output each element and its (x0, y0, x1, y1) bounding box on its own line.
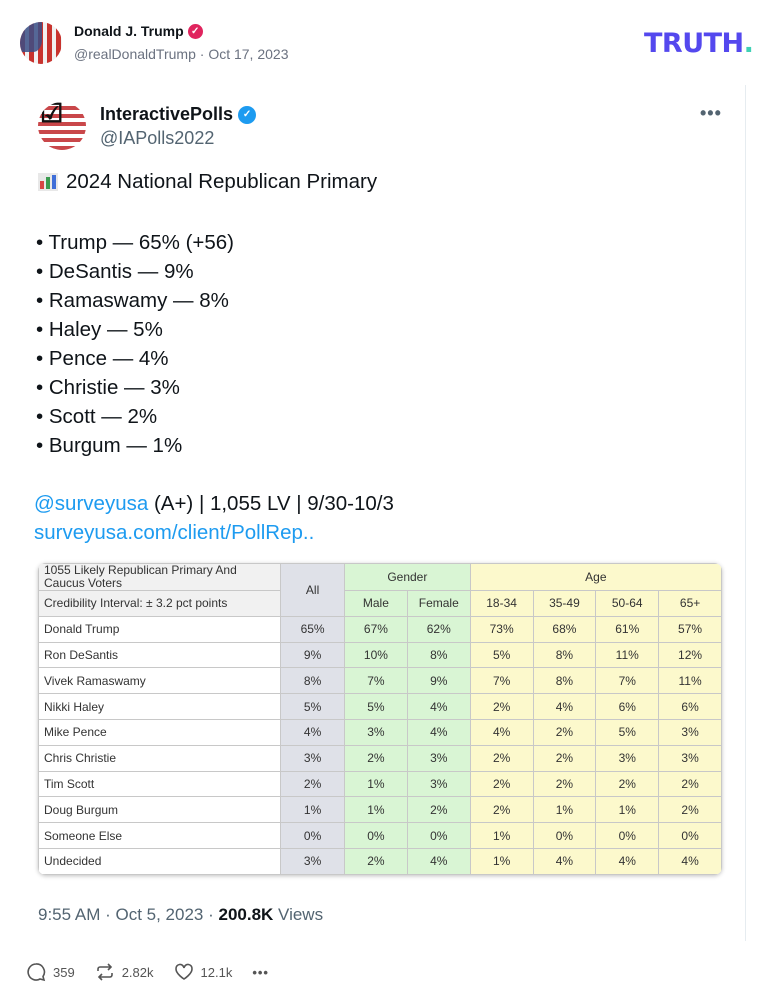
results-list (36, 228, 234, 460)
column-header-age: Age (470, 564, 721, 591)
table-cell: 2% (470, 771, 533, 797)
table-row (39, 848, 722, 874)
table-cell: 2% (659, 797, 722, 823)
table-cell: 3% (407, 771, 470, 797)
table-subtitle: Credibility Interval: ± 3.2 pct points (39, 591, 281, 617)
retruth-icon (95, 962, 115, 982)
table-cell: 57% (659, 616, 722, 642)
candidate-name: Vivek Ramaswamy (39, 668, 281, 694)
table-cell: 3% (345, 719, 408, 745)
table-cell: 5% (345, 694, 408, 720)
table-cell: 10% (345, 642, 408, 668)
author-name[interactable] (74, 23, 203, 39)
post-date[interactable]: Oct 17, 2023 (208, 46, 289, 62)
table-cell: 3% (659, 745, 722, 771)
table-cell: 11% (596, 642, 659, 668)
table-cell: 0% (659, 823, 722, 849)
list-item: • Pence — 4% (36, 347, 169, 370)
table-title: 1055 Likely Republican Primary And Caucus Voters (39, 564, 281, 591)
table-cell: 4% (533, 848, 596, 874)
timestamp-text: 9:55 AM · Oct 5, 2023 · (38, 905, 219, 924)
table-cell: 4% (596, 848, 659, 874)
embed-author-name (100, 104, 256, 125)
table-cell: 2% (533, 771, 596, 797)
table-row (39, 745, 722, 771)
table-row (39, 694, 722, 720)
table-cell: 3% (596, 745, 659, 771)
table-cell: 1% (345, 771, 408, 797)
table-cell: 5% (470, 642, 533, 668)
views-label: Views (273, 905, 324, 924)
more-actions-button[interactable] (252, 965, 269, 980)
source-details: (A+) | 1,055 LV | 9/30-10/3 (148, 492, 394, 515)
poll-source (34, 489, 394, 547)
table-cell: 2% (659, 771, 722, 797)
list-item: • Ramaswamy — 8% (36, 289, 229, 312)
more-icon: ••• (252, 964, 269, 980)
table-cell: 4% (470, 719, 533, 745)
table-cell: 2% (596, 771, 659, 797)
table-row (39, 719, 722, 745)
like-count: 12.1k (200, 964, 233, 980)
table-cell: 5% (281, 694, 345, 720)
reply-count: 359 (53, 964, 75, 980)
table-cell: 4% (407, 848, 470, 874)
embed-author-handle: @IAPolls2022 (100, 128, 215, 148)
table-cell: 2% (533, 745, 596, 771)
bar-chart-icon (38, 173, 58, 191)
table-cell: 2% (345, 745, 408, 771)
poll-table (38, 563, 722, 875)
table-cell: 68% (533, 616, 596, 642)
action-bar (26, 962, 283, 982)
retruth-count: 2.82k (121, 964, 154, 980)
column-header-all: All (281, 564, 345, 617)
table-cell: 7% (596, 668, 659, 694)
table-cell: 6% (596, 694, 659, 720)
list-item: • DeSantis — 9% (36, 260, 194, 283)
table-cell: 2% (470, 745, 533, 771)
table-cell: 8% (533, 642, 596, 668)
table-cell: 1% (281, 797, 345, 823)
table-cell: 6% (659, 694, 722, 720)
heart-icon (174, 962, 194, 982)
table-cell: 73% (470, 616, 533, 642)
table-cell: 8% (533, 668, 596, 694)
column-header: Female (407, 591, 470, 617)
table-cell: 61% (596, 616, 659, 642)
list-item: • Trump — 65% (+56) (36, 231, 235, 254)
table-row (39, 642, 722, 668)
table-cell: 2% (407, 797, 470, 823)
table-cell: 4% (407, 694, 470, 720)
source-url-link: surveyusa.com/client/PollRep.. (34, 521, 315, 544)
post-title-text: 2024 National Republican Primary (66, 170, 378, 193)
table-cell: 0% (533, 823, 596, 849)
list-item: • Haley — 5% (36, 318, 163, 341)
table-cell: 11% (659, 668, 722, 694)
table-cell: 2% (345, 848, 408, 874)
table-cell: 1% (470, 823, 533, 849)
table-row (39, 771, 722, 797)
embed-timestamp (38, 905, 323, 925)
column-header: Male (345, 591, 408, 617)
table-cell: 62% (407, 616, 470, 642)
author-handle[interactable]: @realDonaldTrump (74, 46, 196, 62)
checkmark-icon: ☑ (40, 102, 64, 128)
author-avatar[interactable] (20, 22, 62, 64)
candidate-name: Nikki Haley (39, 694, 281, 720)
list-item: • Christie — 3% (36, 376, 180, 399)
table-cell: 4% (659, 848, 722, 874)
table-cell: 4% (281, 719, 345, 745)
table-cell: 3% (281, 745, 345, 771)
table-cell: 8% (407, 642, 470, 668)
post-title (38, 170, 377, 194)
table-row (39, 823, 722, 849)
like-button[interactable] (174, 962, 233, 982)
interactivepolls-avatar (38, 102, 86, 150)
column-header: 18-34 (470, 591, 533, 617)
table-cell: 1% (345, 797, 408, 823)
table-cell: 2% (533, 719, 596, 745)
source-handle-link: @surveyusa (34, 492, 149, 515)
table-cell: 3% (281, 848, 345, 874)
candidate-name: Chris Christie (39, 745, 281, 771)
list-item: • Scott — 2% (36, 405, 158, 428)
table-cell: 1% (470, 848, 533, 874)
table-cell: 7% (345, 668, 408, 694)
table-cell: 7% (470, 668, 533, 694)
table-cell: 0% (281, 823, 345, 849)
column-header: 65+ (659, 591, 722, 617)
reply-button[interactable] (26, 962, 75, 982)
candidate-name: Undecided (39, 848, 281, 874)
list-item: • Burgum — 1% (36, 434, 183, 457)
embed-author-name-text: InteractivePolls (100, 104, 234, 124)
table-cell: 65% (281, 616, 345, 642)
column-header: 35-49 (533, 591, 596, 617)
table-cell: 0% (407, 823, 470, 849)
reply-icon (26, 962, 46, 982)
candidate-name: Ron DeSantis (39, 642, 281, 668)
table-row (39, 668, 722, 694)
table-cell: 0% (596, 823, 659, 849)
candidate-name: Donald Trump (39, 616, 281, 642)
table-cell: 67% (345, 616, 408, 642)
candidate-name: Doug Burgum (39, 797, 281, 823)
table-cell: 2% (470, 694, 533, 720)
logo-text: TRUTH (644, 28, 744, 59)
column-header: 50-64 (596, 591, 659, 617)
table-row (39, 797, 722, 823)
table-cell: 3% (659, 719, 722, 745)
truth-logo[interactable] (644, 28, 753, 59)
author-handle-date: @realDonaldTrump · Oct 17, 2023 (74, 46, 289, 62)
column-header-gender: Gender (345, 564, 471, 591)
candidate-name: Someone Else (39, 823, 281, 849)
table-cell: 5% (596, 719, 659, 745)
table-cell: 2% (281, 771, 345, 797)
retruth-button[interactable] (95, 962, 154, 982)
table-cell: 9% (281, 642, 345, 668)
verified-badge-icon: ✓ (188, 24, 203, 39)
table-cell: 4% (407, 719, 470, 745)
table-cell: 1% (596, 797, 659, 823)
author-name-text: Donald J. Trump (74, 23, 184, 39)
table-cell: 0% (345, 823, 408, 849)
views-count: 200.8K (218, 905, 274, 924)
table-cell: 12% (659, 642, 722, 668)
table-cell: 9% (407, 668, 470, 694)
more-options-icon: ••• (700, 103, 722, 123)
candidate-name: Tim Scott (39, 771, 281, 797)
table-cell: 8% (281, 668, 345, 694)
candidate-name: Mike Pence (39, 719, 281, 745)
table-cell: 2% (470, 797, 533, 823)
table-cell: 4% (533, 694, 596, 720)
table-row (39, 616, 722, 642)
table-cell: 3% (407, 745, 470, 771)
logo-dot: . (743, 28, 754, 59)
table-cell: 1% (533, 797, 596, 823)
verified-badge-icon: ✓ (238, 106, 256, 124)
